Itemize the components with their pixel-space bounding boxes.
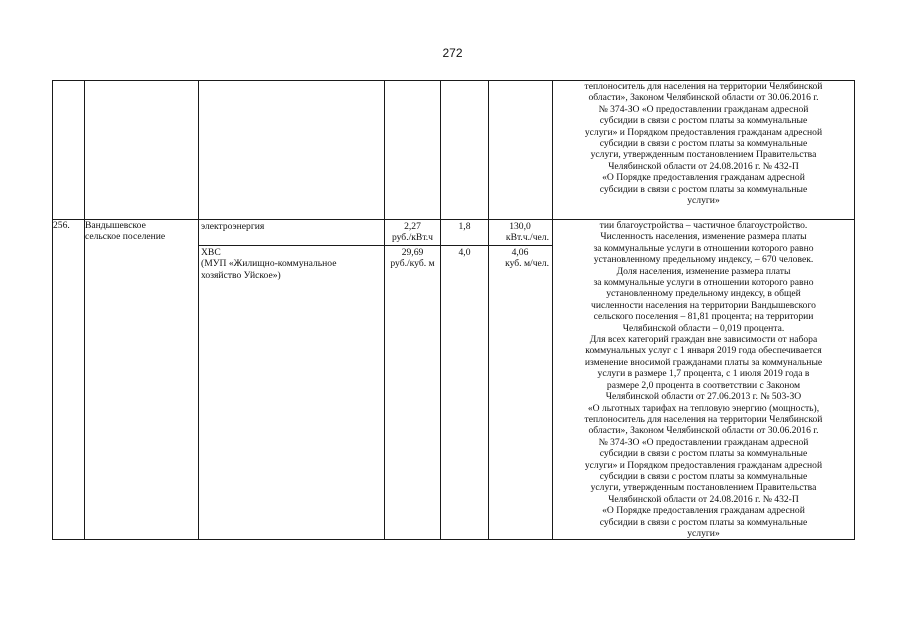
justification-line: Для всех категорий граждан вне зависимости от набора xyxy=(589,334,818,346)
volume-water xyxy=(489,245,552,271)
service-electricity xyxy=(199,220,384,245)
continuation-number-cell xyxy=(53,81,85,220)
justification-line: изменение вносимой гражданами платы за коммунальные xyxy=(584,356,823,368)
index-value: 1,8 xyxy=(458,221,471,232)
justification-line: «О льготных тарифах на тепловую энергию (мощность), xyxy=(587,402,820,414)
continuation-volume-cell xyxy=(489,81,553,220)
table-row xyxy=(53,220,855,540)
justification-line: области», Законом Челябинской области от 30.06.2016 г. xyxy=(588,425,819,437)
justification-line: за коммунальные услуги в отношении которого равно xyxy=(593,242,814,254)
justification-line: теплоноситель для населения на территории Челябинской xyxy=(584,413,823,425)
tariff-electricity xyxy=(385,220,440,245)
service-provider: (МУП «Жилищно-коммунальное xyxy=(201,258,337,270)
justification-line: размере 2,0 процента в соответствии с Законом xyxy=(606,379,801,391)
justification-line: субсидии в связи с ростом платы за коммунальные xyxy=(599,115,808,127)
justification-line: Челябинской области от 27.06.2013 г. № 503-ЗО xyxy=(605,391,802,403)
service-water xyxy=(199,245,384,282)
continuation-municipality-cell xyxy=(85,81,199,220)
justification-line: «О Порядке предоставления гражданам адресной xyxy=(602,505,805,517)
volume-electricity xyxy=(489,220,552,245)
tariff-unit: руб./кВт.ч xyxy=(391,232,434,244)
page-number: 272 xyxy=(442,46,463,60)
justification-line: субсидии в связи с ростом платы за коммунальные xyxy=(599,448,808,460)
justification-line: № 374-ЗО «О предоставлении гражданам адресной xyxy=(598,436,809,448)
service-name: электроэнергия xyxy=(201,221,265,232)
justification-line: услуги в размере 1,7 процента, с 1 июля 2019 года в xyxy=(597,368,810,380)
justification-line: установленному предельному индексу, – 670 человек. xyxy=(593,254,814,266)
justification-line: Челябинской области от 24.08.2016 г. № 432-П xyxy=(608,493,799,505)
justification-line: области», Законом Челябинской области от 30.06.2016 г. xyxy=(588,92,819,104)
tariff-unit: руб./куб. м xyxy=(390,258,435,270)
justification-line: субсидии в связи с ростом платы за коммунальные xyxy=(599,183,808,195)
continuation-row xyxy=(53,81,855,220)
continuation-index-cell xyxy=(441,81,489,220)
justification-line: услуги, утвержденным постановлением Правительства xyxy=(590,149,817,161)
continuation-justification-cell xyxy=(553,81,855,220)
justification-line: субсидии в связи с ростом платы за коммунальные xyxy=(599,516,808,528)
continuation-tariff-cell xyxy=(385,81,441,220)
tariff-value: 2,27 xyxy=(404,221,421,232)
continuation-service-cell xyxy=(199,81,385,220)
row-number: 256. xyxy=(53,220,70,231)
volume-unit: кВт.ч./чел. xyxy=(505,232,549,244)
tariff-water xyxy=(385,245,440,271)
index-water xyxy=(441,245,488,259)
index-value: 4,0 xyxy=(458,247,471,258)
justification-line: Челябинской области от 24.08.2016 г. № 432-П xyxy=(608,160,799,172)
justification-cell xyxy=(553,220,855,540)
municipality-name: Вандышевское xyxy=(85,220,146,231)
service-provider: хозяйство Уйское») xyxy=(201,269,281,281)
service-cell xyxy=(199,220,385,540)
justification-line: теплоноситель для населения на территории Челябинской xyxy=(584,81,823,92)
justification-line: численности населения на территории Вандышевского xyxy=(591,299,816,311)
volume-value: 4,06 xyxy=(511,247,529,258)
justification-line: услуги» xyxy=(687,195,720,207)
justification-line: услуги» и Порядком предоставления гражданам адресной xyxy=(584,126,823,138)
index-cell xyxy=(441,220,489,540)
index-electricity xyxy=(441,220,488,245)
justification-line: субсидии в связи с ростом платы за коммунальные xyxy=(599,470,808,482)
justification-line: услуги, утвержденным постановлением Правительства xyxy=(590,482,817,494)
justification-line: услуги» xyxy=(687,527,720,539)
justification-line: Доля населения, изменение размера платы xyxy=(616,265,791,277)
service-name: ХВС xyxy=(201,247,221,258)
justification-line: Численность населения, изменение размера платы xyxy=(600,231,807,243)
justification-line: установленному предельному индексу, в общей xyxy=(606,288,801,300)
justification-line: коммунальных услуг с 1 января 2019 года обеспечивается xyxy=(585,345,822,357)
justification-line: тии благоустройства – частичное благоустройство. xyxy=(599,220,808,231)
municipality-name: сельское поселение xyxy=(85,231,166,243)
justification-line: сельского поселения – 81,81 процента; на территории xyxy=(593,311,814,323)
justification-line: услуги» и Порядком предоставления гражданам адресной xyxy=(584,459,823,471)
justification-line: Челябинской области – 0,019 процента. xyxy=(622,322,785,334)
tariff-cell xyxy=(385,220,441,540)
tariff-table xyxy=(52,80,855,540)
tariff-value: 29,69 xyxy=(401,247,424,258)
justification-line: «О Порядке предоставления гражданам адресной xyxy=(602,172,805,184)
volume-value: 130,0 xyxy=(509,221,531,232)
volume-cell xyxy=(489,220,553,540)
justification-line: за коммунальные услуги в отношении которого равно xyxy=(593,277,814,289)
justification-line: субсидии в связи с ростом платы за коммунальные xyxy=(599,138,808,150)
municipality-cell xyxy=(85,220,199,540)
volume-unit: куб. м/чел. xyxy=(505,258,549,270)
justification-line: № 374-ЗО «О предоставлении гражданам адресной xyxy=(598,103,809,115)
row-number-cell xyxy=(53,220,85,540)
